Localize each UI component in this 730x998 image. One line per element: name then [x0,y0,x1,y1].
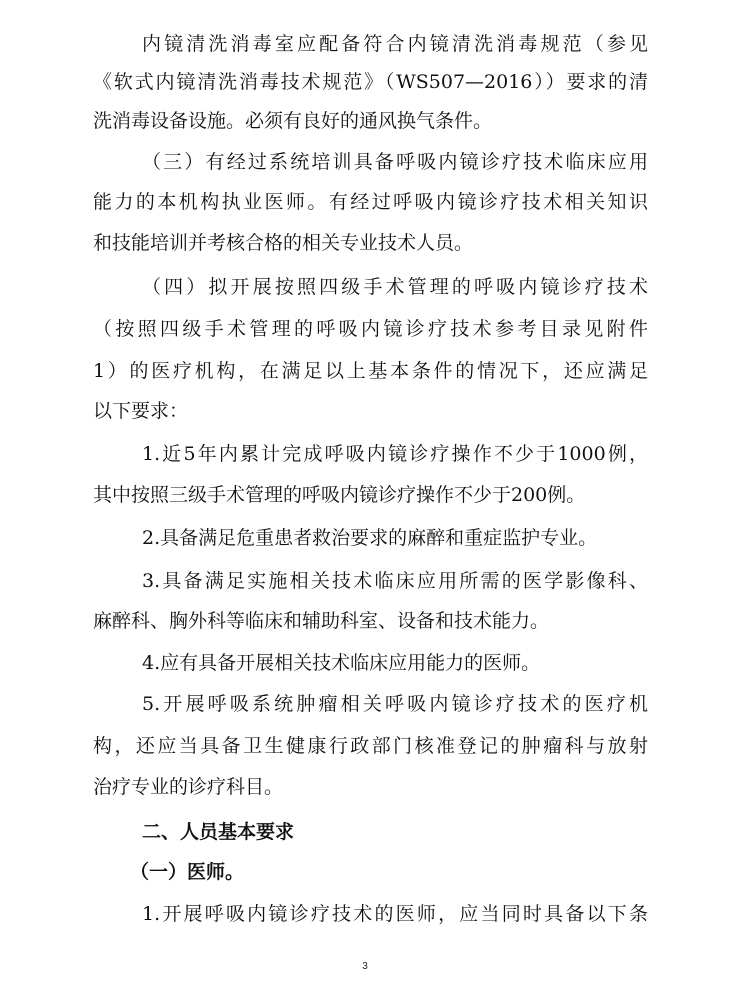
subsection-heading: （一）医师。 [130,861,245,883]
list-item-line: 5.开展呼吸系统肿瘤相关呼吸内镜诊疗技术的医疗机 [142,693,648,715]
list-item-line: 4.应有具备开展相关技术临床应用能力的医师。 [142,652,541,674]
page-number: 3 [362,961,368,972]
list-item-line: 3.具备满足实施相关技术临床应用所需的医学影像科、 [142,570,648,592]
list-item-line: 其中按照三级手术管理的呼吸内镜诊疗操作不少于200例。 [93,484,586,506]
list-item-line: 2.具备满足危重患者救治要求的麻醉和重症监护专业。 [142,527,598,549]
section-heading: 二、人员基本要求 [142,821,295,843]
paragraph-line: （按照四级手术管理的呼吸内镜诊疗技术参考目录见附件 [93,318,648,340]
list-item-line: 构，还应当具备卫生健康行政部门核准登记的肿瘤科与放射 [93,735,648,757]
paragraph-line: 以下要求： [93,400,189,422]
paragraph-line: 《软式内镜清洗消毒技术规范》（WS507—2016））要求的清 [93,71,648,93]
list-item-line: 麻醉科、胸外科等临床和辅助科室、设备和技术能力。 [93,610,550,632]
paragraph-line: 1.开展呼吸内镜诊疗技术的医师，应当同时具备以下条 [142,903,648,925]
paragraph-line: （四）拟开展按照四级手术管理的呼吸内镜诊疗技术 [142,276,648,298]
paragraph-line: 1）的医疗机构，在满足以上基本条件的情况下，还应满足 [93,360,648,382]
paragraph-line: 内镜清洗消毒室应配备符合内镜清洗消毒规范（参见 [142,33,648,55]
paragraph-line: 洗消毒设备设施。必须有良好的通风换气条件。 [93,110,493,132]
paragraph-line: 能力的本机构执业医师。有经过呼吸内镜诊疗技术相关知识 [93,191,648,213]
list-item-line: 1.近5年内累计完成呼吸内镜诊疗操作不少于1000例， [142,443,648,465]
paragraph-line: （三）有经过系统培训具备呼吸内镜诊疗技术临床应用 [142,151,648,173]
list-item-line: 治疗专业的诊疗科目。 [93,776,284,798]
paragraph-line: 和技能培训并考核合格的相关专业技术人员。 [93,232,474,254]
